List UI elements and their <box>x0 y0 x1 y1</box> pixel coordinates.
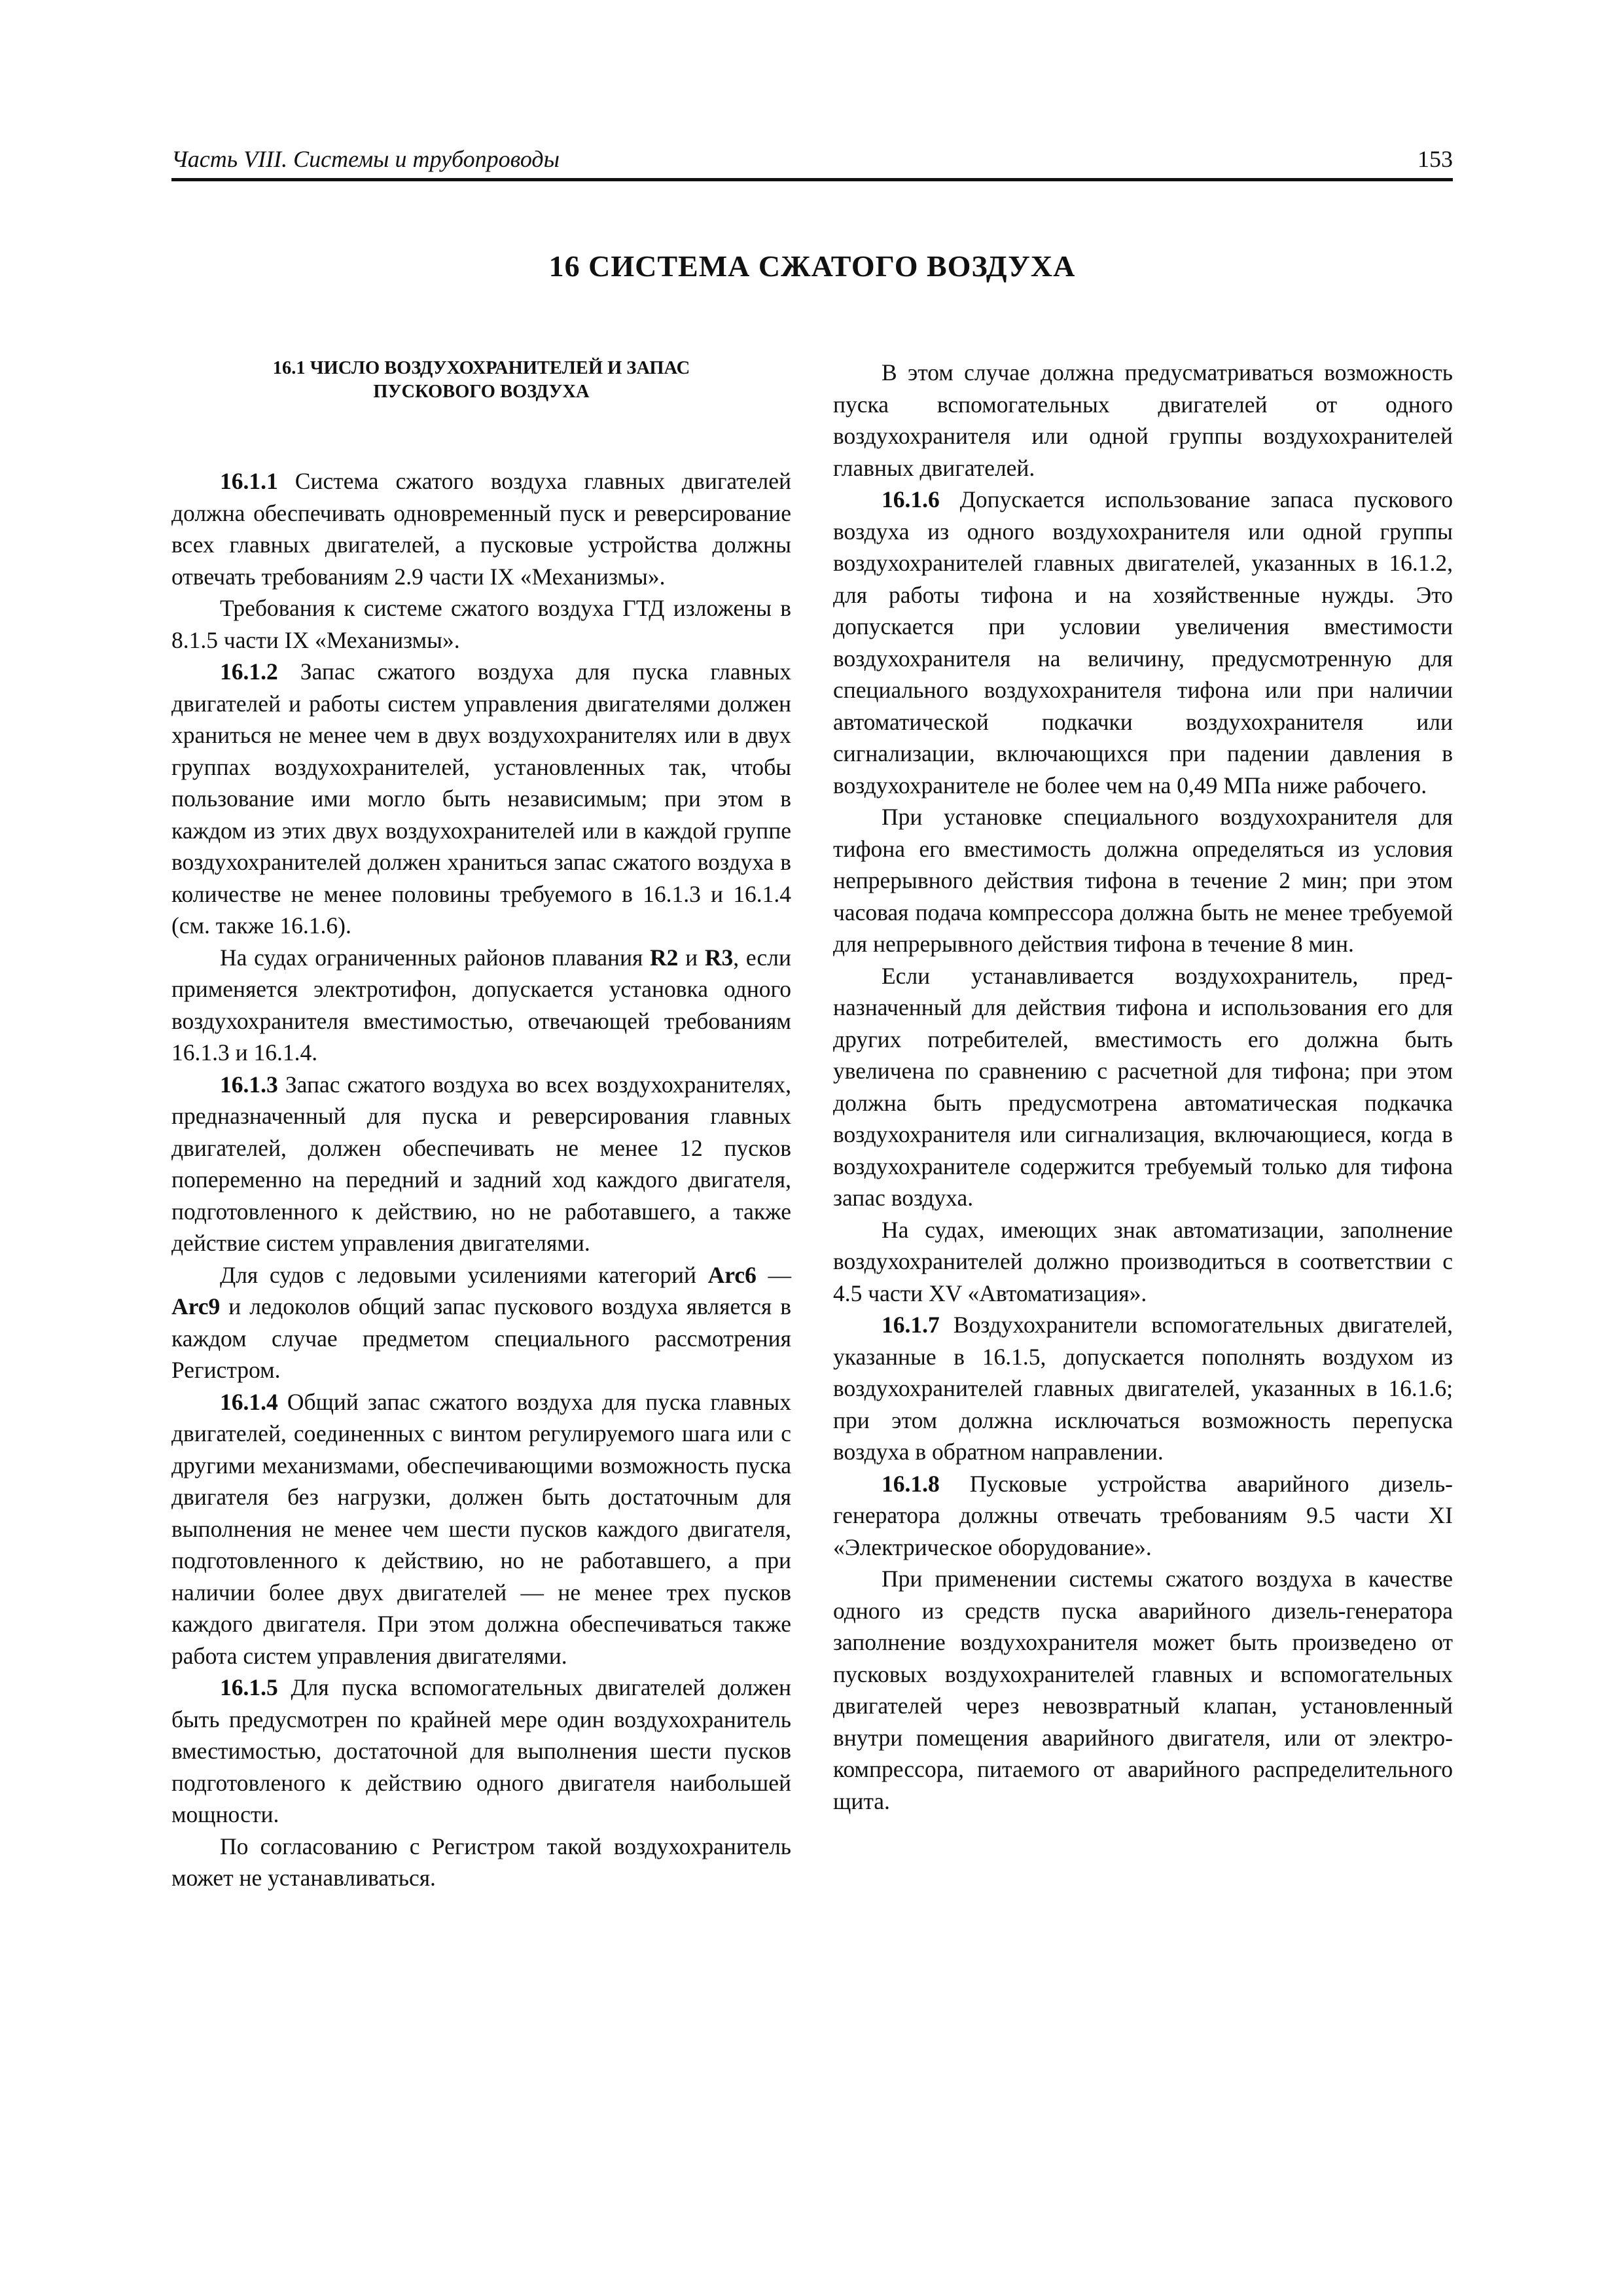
left-column <box>171 357 791 1894</box>
paragraph-16-1-5 <box>171 1672 791 1831</box>
paragraph-emergency-generator <box>833 1563 1453 1817</box>
chapter-title: 16 СИСТЕМА СЖАТОГО ВОЗДУХА <box>548 249 1076 283</box>
paragraph-text: Допускается использование запаса пускового воздуха из одного воздухохранителя или одной группы воздухохранителей главных двигателей, указанных в 16.1.2, для работы тифона и на хозяйственные нужды. Это допускается при условии увеличения вместимости воздухохранителя на величину, предусмотренную для специального воздухохранителя тифона или при наличии автоматической подкачки воздухохранителя или сигнализации, включающихся при падении давления в воздухохранителе не более чем на 0,49 МПа ниже рабочего. <box>833 486 1453 798</box>
page-number: 153 <box>1418 146 1453 172</box>
paragraph-register-agreement <box>171 1831 791 1894</box>
clause-number: 16.1.2 <box>220 658 278 685</box>
paragraph-16-1-6 <box>833 484 1453 801</box>
paragraph-text: Для судов с ледовыми усилениями категорий <box>220 1261 697 1288</box>
notation-arc6: Arc6 <box>707 1261 757 1288</box>
clause-number: 16.1.3 <box>220 1071 278 1098</box>
paragraph-text: На судах, имеющих знак автоматизации, заполнение воздухохранителей должно производиться в соответствии с 4.5 части XV «Автоматизация». <box>833 1216 1453 1306</box>
paragraph-16-1-4 <box>171 1386 791 1672</box>
paragraph-text: Общий запас сжатого воздуха для пуска главных двигателей, соединенных с винтом регулируемого шага или с другими механизмами, обеспечивающими возможность пуска двигателя без нагрузки, должен быть достаточным для выполнения не менее чем шести пусков каждого двигателя, подготовленного к действию, но не работавшего, а при наличии более двух двигателей — не менее трех пусков каждого двигателя. При этом должна обеспечиваться также работа систем управления двигателями. <box>171 1388 791 1669</box>
dash: — <box>768 1261 792 1288</box>
paragraph-typhon-receiver <box>833 801 1453 960</box>
right-column <box>833 357 1453 1817</box>
clause-number: 16.1.1 <box>220 468 278 494</box>
paragraph-text: и <box>685 944 698 971</box>
paragraph-text: На судах ограниченных районов плавания <box>220 944 643 971</box>
section-heading-line-2: ПУСКОВОГО ВОЗДУХА <box>373 382 590 402</box>
notation-r3: R3 <box>704 944 734 971</box>
section-heading-line-1: 16.1 ЧИСЛО ВОЗДУХОХРАНИТЕЛЕЙ И ЗАПАС <box>272 358 690 378</box>
paragraph-restricted-areas <box>171 942 791 1069</box>
paragraph-16-1-7 <box>833 1309 1453 1468</box>
clause-number: 16.1.8 <box>882 1470 940 1497</box>
notation-r2: R2 <box>650 944 679 971</box>
paragraph-text: Воздухохранители вспомогательных двигателей, указанные в 16.1.5, допускается пополнять воздухом из воздухохранителей главных двигателей, указанных в 16.1.6; при этом должна исключаться возможность перепуска воздуха в обратном направлении. <box>833 1312 1453 1465</box>
paragraph-text: При установке специального воздухохранителя для тифона его вместимость должна определяться из условия непрерывного действия тифона в течение 2 мин; при этом часовая подача компрессора должна быть не менее требуемой для непрерывного действия тифона в течение 8 мин. <box>833 804 1453 957</box>
paragraph-text: Запас сжатого воздуха во всех воздухохранителях, предназначенный для пуска и реверсирования главных двигателей, должен обеспечивать не менее 12 пусков попеременно на передний и задний ход каждого двигателя, подготовленного к действию, но не работавшего, а также действие систем управления двигателями. <box>171 1071 791 1256</box>
notation-arc9: Arc9 <box>171 1293 221 1319</box>
paragraph-text: Если устанавливается воздухохранитель, предназначенный для действия тифона и использования его для других потребителей, вместимость его должна быть увеличена по сравнению с расчетной для тифона; при этом должна быть предусмотрена автоматическая подкачка воздухохранителя или сигнализация, включающиеся, когда в воздухохранителе содержится требуемый только для тифона запас воздуха. <box>833 962 1453 1211</box>
paragraph-text: По согласованию с Регистром такой воздухохранитель может не устанавливаться. <box>171 1833 791 1891</box>
paragraph-16-1-3 <box>171 1069 791 1259</box>
running-head <box>171 140 1453 181</box>
clause-number: 16.1.6 <box>882 486 940 512</box>
paragraph-text: Система сжатого воздуха главных двигателей должна обеспечивать одновременный пуск и реверсирование всех главных двигателей, а пусковые устройства должны отвечать требованиям 2.9 части IX «Механизмы». <box>171 468 791 590</box>
paragraph-16-1-1 <box>171 465 791 592</box>
paragraph-text: При применении системы сжатого воздуха в качестве одного из средств пуска аварийного дизель-генератора заполнение воздухохранителя может быть произведено от пусковых воздухохранителей главных и вспомогательных двигателей через невозвратный клапан, установленный внутри помещения аварийного двигателя, или от электрокомпрессора, питаемого от аварийного распределительного щита. <box>833 1566 1453 1814</box>
paragraph-text: Запас сжатого воздуха для пуска главных двигателей и работы систем управления двигателями должен храниться не менее чем в двух воздухохранителях или в двух группах воздухохранителей, установленных так, чтобы пользование ими могло быть независимым; при этом в каждом из этих двух воздухохранителей или в каждой группе воздухохранителей должен храниться запас сжатого воздуха в количестве не менее половины требуемого в 16.1.3 и 16.1.4 (см. также 16.1.6). <box>171 658 791 939</box>
clause-number: 16.1.4 <box>220 1388 278 1415</box>
clause-number: 16.1.5 <box>220 1674 278 1700</box>
paragraph-16-1-8 <box>833 1468 1453 1564</box>
part-title: Часть VIII. Системы и трубопроводы <box>171 146 560 172</box>
paragraph-aux-start <box>833 357 1453 484</box>
paragraph-text: Требования к системе сжатого воздуха ГТД изложены в 8.1.5 части IX «Механизмы». <box>171 595 791 653</box>
paragraph-text: , если применяется электротифон, допускается установка одного воздухохранителя вместимостью, отвечающей требованиям 16.1.3 и 16.1.4. <box>171 944 792 1066</box>
section-heading <box>171 357 791 404</box>
paragraph-text: Для пуска вспомогательных двигателей должен быть предусмотрен по крайней мере один воздухохранитель вместимостью, достаточной для выполнения шести пусков подготовленого к действию одного двигателя наибольшей мощности. <box>171 1674 791 1827</box>
paragraph-automation <box>833 1214 1453 1310</box>
paragraph-text: В этом случае должна предусматриваться возможность пуска вспомогательных двигателей от одного воздухохранителя или одной группы воздухохранителей главных двигателей. <box>833 359 1453 481</box>
paragraph-text: Пусковые устройства аварийного дизель-генератора должны отвечать требованиям 9.5 части XI «Электрическое оборудование». <box>833 1470 1454 1560</box>
paragraph-text: и ледоколов общий запас пускового воздуха является в каждом случае предметом специального рассмотрения Регистром. <box>171 1293 791 1383</box>
paragraph-shared-receiver <box>833 960 1453 1214</box>
paragraph-16-1-2 <box>171 656 791 942</box>
paragraph-ice-class <box>171 1259 791 1386</box>
paragraph-gtd <box>171 592 791 656</box>
clause-number: 16.1.7 <box>882 1312 940 1338</box>
